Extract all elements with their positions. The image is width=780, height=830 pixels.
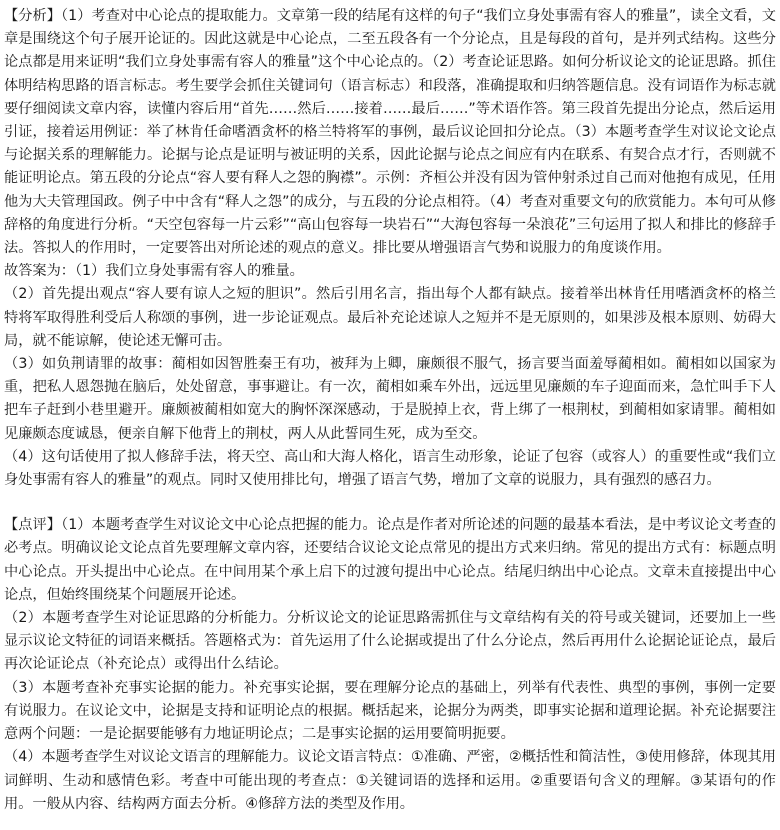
analysis-section — [4, 5, 776, 492]
analysis-paragraph: 【分析】（1）考查对中心论点的提取能力。文章第一段的结尾有这样的句子“我们立身处事需有容人的雅量”，读全文看，文章是围绕这个句子展开论证的。因此这就是中心论点，二至五段各有一个分论点，且是每段的首句，是并列式结构。这些分论点都是用来证明“我们立身处事需有容人的雅量”这个中心论点的。（2）考查论证思路。如何分析议论文的论证思路。抓住体明结构思路的语言标志。考生要学会抓住关键词句（语言标志）和段落，准确提取和归纳答题信息。没有词语作为标志就要仔细阅读文章内容，读懂内容后用“首先……然后……接着……最后……”等术语作答。第三段首先提出分论点，然后运用引证，接着运用例证：举了林肯任命嗜酒贪杯的格兰特将军的事例，最后议论回扣分论点。（3）本题考查学生对议论文论点与论据关系的理解能力。论据与论点是证明与被证明的关系，因此论据与论点之间应有内在联系、有契合点才行，否则就不能证明论点。第五段的分论点“容人要有释人之怨的胸襟”。示例：齐桓公并没有因为管仲射杀过自己而对他抱有成见，任用他为大夫管理国政。例子中中含有“释人之怨”的成分，与五段的分论点相符。（4）考查对重要文句的欣赏能力。本句可从修辞格的角度进行分析。“天空包容每一片云彩”“高山包容每一块岩石”“大海包容每一朵浪花”三句运用了拟人和排比的修辞手法。答拟人的作用时，一定要答出对所论述的观点的意义。排比要从增强语言气势和说服力的角度谈作用。 — [4, 8, 776, 257]
answer-paragraph-1: 故答案为：（1）我们立身处事需有容人的雅量。 — [4, 263, 304, 280]
answer-paragraph-4: （4）这句话使用了拟人修辞手法，将天空、高山和大海人格化，语言生动形象，论证了包容（或容人）的重要性或“我们立身处事需有容人的雅量”的观点。同时又使用排比句，增强了语言气势，增加了文章的说服力，具有强烈的感召力。 — [4, 448, 776, 489]
comment-paragraph-3: （3）本题考查补充事实论据的能力。补充事实论据，要在理解分论点的基础上，列举有代表性、典型的事例，事例一定要有说服力。在议论文中，论据是支持和证明论点的根据。概括起来，论据分为两类，即事实论据和道理论据。补充论据要注意两个问题：一是论据要能够有力地证明论点；二是事实论据的运用要简明扼要。 — [4, 679, 776, 743]
comment-paragraph-2: （2）本题考查学生对论证思路的分析能力。分析议论文的论证思路需抓住与文章结构有关的符号或关键词，还要加上一些显示议论文特征的词语来概括。答题格式为：首先运用了什么论据或提出了什么分论点，然后再用什么论据论证论点，最后再次论证论点（补充论点）或得出什么结论。 — [4, 610, 776, 673]
answer-paragraph-3: （3）如负荆请罪的故事：蔺相如因智胜秦王有功，被拜为上卿，廉颇很不服气，扬言要当面羞辱蔺相如。蔺相如以国家为重，把私人恩怨抛在脑后，处处留意，事事避让。有一次，蔺相如乘车外出，远远里见廉颇的车子迎面而来，急忙叫手下人把车子赶到小巷里避开。廉颇被蔺相如宽大的胸怀深深感动，于是脱掉上衣，背上绑了一根荆杖，到蔺相如家请罪。蔺相如见廉颇态度诚恳，便亲自解下他背上的荆杖，两人从此誓同生死，成为至交。 — [4, 356, 776, 442]
comment-paragraph-1: 【点评】（1）本题考查学生对议论文中心论点把握的能力。论点是作者对所论述的问题的最基本看法，是中考议论文考查的必考点。明确议论文论点首先要理解文章内容，还要结合议论文论点常见的提出方式来归纳。常见的提出方式有：标题点明中心论点。开头提出中心论点。在中间用某个承上启下的过渡句提出中心论点。结尾归纳出中心论点。文章未直接提出中心论点，但始终围绕某个问题展开论述。 — [4, 517, 776, 603]
section-gap — [4, 492, 776, 514]
comment-section — [4, 514, 776, 816]
answer-paragraph-2: （2）首先提出观点“容人要有谅人之短的胆识”。然后引用名言，指出每个人都有缺点。接着举出林肯任用嗜酒贪杯的格兰特将军取得胜利受后人称颂的事例，进一步论证观点。最后补充论述谅人之短并不是无原则的，如果涉及根本原则、妨碍大局，就不能谅解，使论述无懈可击。 — [4, 286, 776, 349]
comment-paragraph-4: （4）本题考查学生对议论文语言的理解能力。议论文语言特点：①准确、严密，②概括性和简洁性，③使用修辞，体现其用词鲜明、生动和感情色彩。考查中可能出现的考查点：①关键词语的选择和运用。②重要语句含义的理解。③某语句的作用。一般从内容、结构两方面去分析。④修辞方法的类型及作用。 — [4, 749, 776, 812]
